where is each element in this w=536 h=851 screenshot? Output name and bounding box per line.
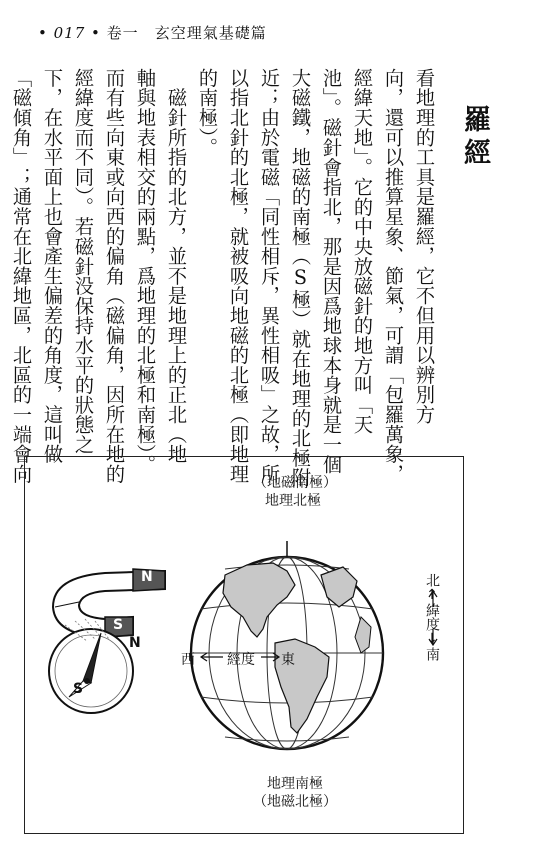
latitude-label: 北↑緯度↓南	[424, 573, 440, 661]
magnet-north-pole: N	[141, 569, 153, 585]
longitude-label: 經度	[227, 652, 255, 668]
text-column: 的南極）。	[196, 68, 219, 158]
magnetism-figure	[24, 456, 464, 834]
west-label: 西	[181, 652, 195, 668]
page-number: 017	[53, 24, 86, 42]
book-title: 玄空理氣基礎篇	[154, 24, 267, 42]
magnet-south-pole: S	[113, 617, 124, 633]
text-column: 經緯度而不同）。若磁針没保持水平的狀態之	[72, 68, 95, 455]
text-column: 看地理的工具是羅經，它不但用以辨別方	[413, 68, 436, 425]
section-heading: 羅經	[459, 105, 490, 171]
bullet: •	[85, 24, 107, 42]
top-label-geomagnetic: （地磁南極）	[253, 475, 337, 491]
volume-label: 卷一	[106, 24, 139, 42]
text-column: 而有些向東或向西的偏角（磁偏角，因所在地的	[103, 68, 126, 484]
bottom-label-geomagnetic: （地磁北極）	[253, 794, 337, 810]
bottom-label-geographic: 地理南極	[267, 776, 323, 792]
top-label-geographic: 地理北極	[265, 493, 321, 509]
text-column: 「磁傾角」；通常在北緯地區，北區的一端會向	[10, 68, 33, 484]
text-column: 池」。磁針會指北，那是因爲地球本身就是一個	[320, 68, 343, 475]
east-label: 東	[281, 652, 295, 668]
compass-south: S	[73, 681, 84, 697]
page-header	[38, 22, 458, 48]
text-column: 軸與地表相交的兩點，爲地理的北極和南極）。	[134, 68, 157, 475]
globe	[191, 541, 383, 749]
text-column: 下，在水平面上也會產生偏差的角度，這叫做	[41, 68, 64, 464]
bullet: •	[38, 24, 54, 42]
text-column: 以指北針的北極，就被吸向地磁的北極（即地理	[227, 68, 250, 484]
figure-illustration	[25, 457, 465, 835]
text-column: 經緯天地」。它的中央放磁針的地方叫「天	[351, 68, 374, 435]
text-column: 向，還可以推算星象、節氣，可謂「包羅萬象，	[382, 68, 405, 484]
spacer	[139, 24, 155, 42]
text-column: 大磁鐵，地磁的南極（S極）就在地理的北極附	[289, 68, 312, 488]
compass-north: N	[129, 635, 141, 651]
text-column: 近；由於電磁「同性相斥，異性相吸」之故，所	[258, 68, 281, 484]
text-column: 磁針所指的北方，並不是地理上的正北（地	[165, 68, 188, 464]
